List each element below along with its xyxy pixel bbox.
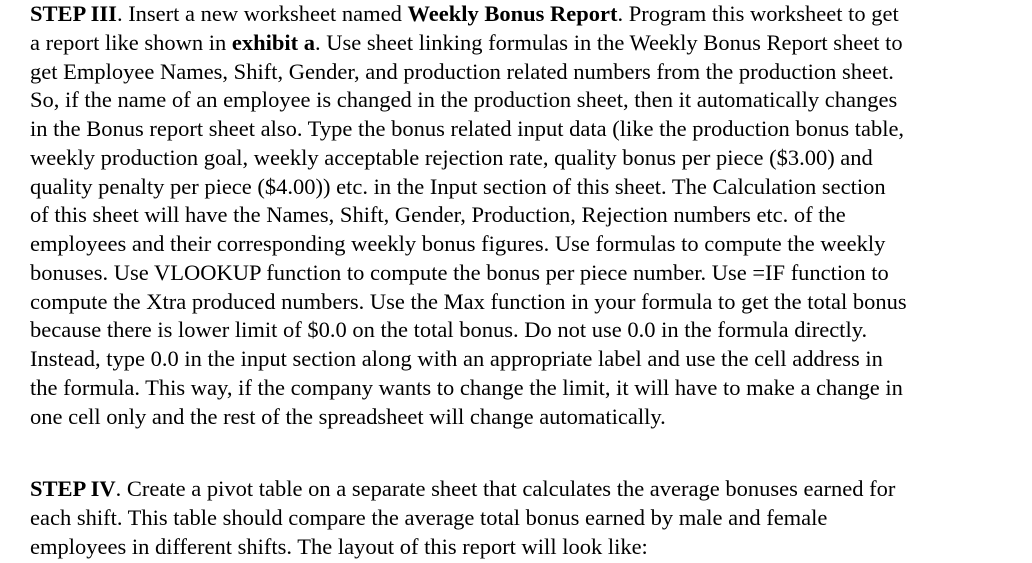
body-text: . Program this worksheet to get: [617, 1, 899, 26]
body-text: get Employee Names, Shift, Gender, and production related numbers from the production sheet.: [30, 58, 894, 84]
body-text: compute the Xtra produced numbers. Use the Max function in your formula to get the total bonus: [30, 288, 907, 314]
step3-line: [30, 345, 1020, 374]
body-text: employees in different shifts. The layout of this report will look like:: [30, 533, 648, 559]
step3-line: [30, 374, 1020, 403]
step4-line: [30, 533, 1020, 562]
body-text: of this sheet will have the Names, Shift, Gender, Production, Rejection numbers etc. of the: [30, 202, 846, 228]
body-text: Instead, type 0.0 in the input section along with an appropriate label and use the cell address in: [30, 346, 883, 371]
step3-line: [30, 0, 1020, 29]
step3-line: [30, 259, 1020, 288]
step3-line: [30, 316, 1020, 345]
bold-text: exhibit a: [231, 29, 315, 55]
step3-line: [30, 288, 1020, 317]
step4-line: [30, 504, 1020, 533]
body-text: . Create a pivot table on a separate sheet that calculates the average bonuses earned for: [115, 476, 896, 501]
bold-text: STEP IV: [30, 476, 116, 501]
bold-text: Weekly Bonus Report: [407, 1, 618, 26]
body-text: because there is lower limit of $0.0 on the total bonus. Do not use 0.0 in the formula directly.: [30, 317, 868, 343]
body-text: So, if the name of an employee is changed in the production sheet, then it automatically changes: [30, 87, 898, 113]
step4-line: [30, 475, 1020, 504]
step3-line: [30, 201, 1020, 230]
step3-line: [30, 230, 1020, 259]
step3-line: [30, 144, 1020, 173]
step-iv-paragraph: [30, 475, 1020, 561]
body-text: a report like shown in: [30, 29, 232, 55]
step3-line: [30, 58, 1020, 87]
bold-text: STEP III: [30, 1, 117, 26]
step3-line: [30, 403, 1020, 432]
body-text: . Insert a new worksheet named: [116, 1, 408, 26]
step-iii-paragraph: [30, 0, 1020, 431]
step3-line: [30, 173, 1020, 202]
body-text: the formula. This way, if the company wants to change the limit, it will have to make a change in: [30, 374, 903, 400]
step3-line: [30, 86, 1020, 115]
body-text: each shift. This table should compare the average total bonus earned by male and female: [30, 504, 828, 530]
body-text: weekly production goal, weekly acceptable rejection rate, quality bonus per piece ($3.00) and: [30, 144, 873, 170]
body-text: quality penalty per piece ($4.00)) etc. in the Input section of this sheet. The Calculation section: [30, 173, 886, 199]
body-text: bonuses. Use VLOOKUP function to compute the bonus per piece number. Use =IF function to: [30, 259, 889, 285]
body-text: one cell only and the rest of the spreadsheet will change automatically.: [30, 403, 666, 429]
body-text: . Use sheet linking formulas in the Weekly Bonus Report sheet to: [314, 29, 903, 55]
body-text: employees and their corresponding weekly bonus figures. Use formulas to compute the weekly: [30, 231, 886, 256]
step3-line: [30, 115, 1020, 144]
body-text: in the Bonus report sheet also. Type the bonus related input data (like the production bonus table,: [30, 116, 905, 141]
step3-line: [30, 29, 1020, 58]
